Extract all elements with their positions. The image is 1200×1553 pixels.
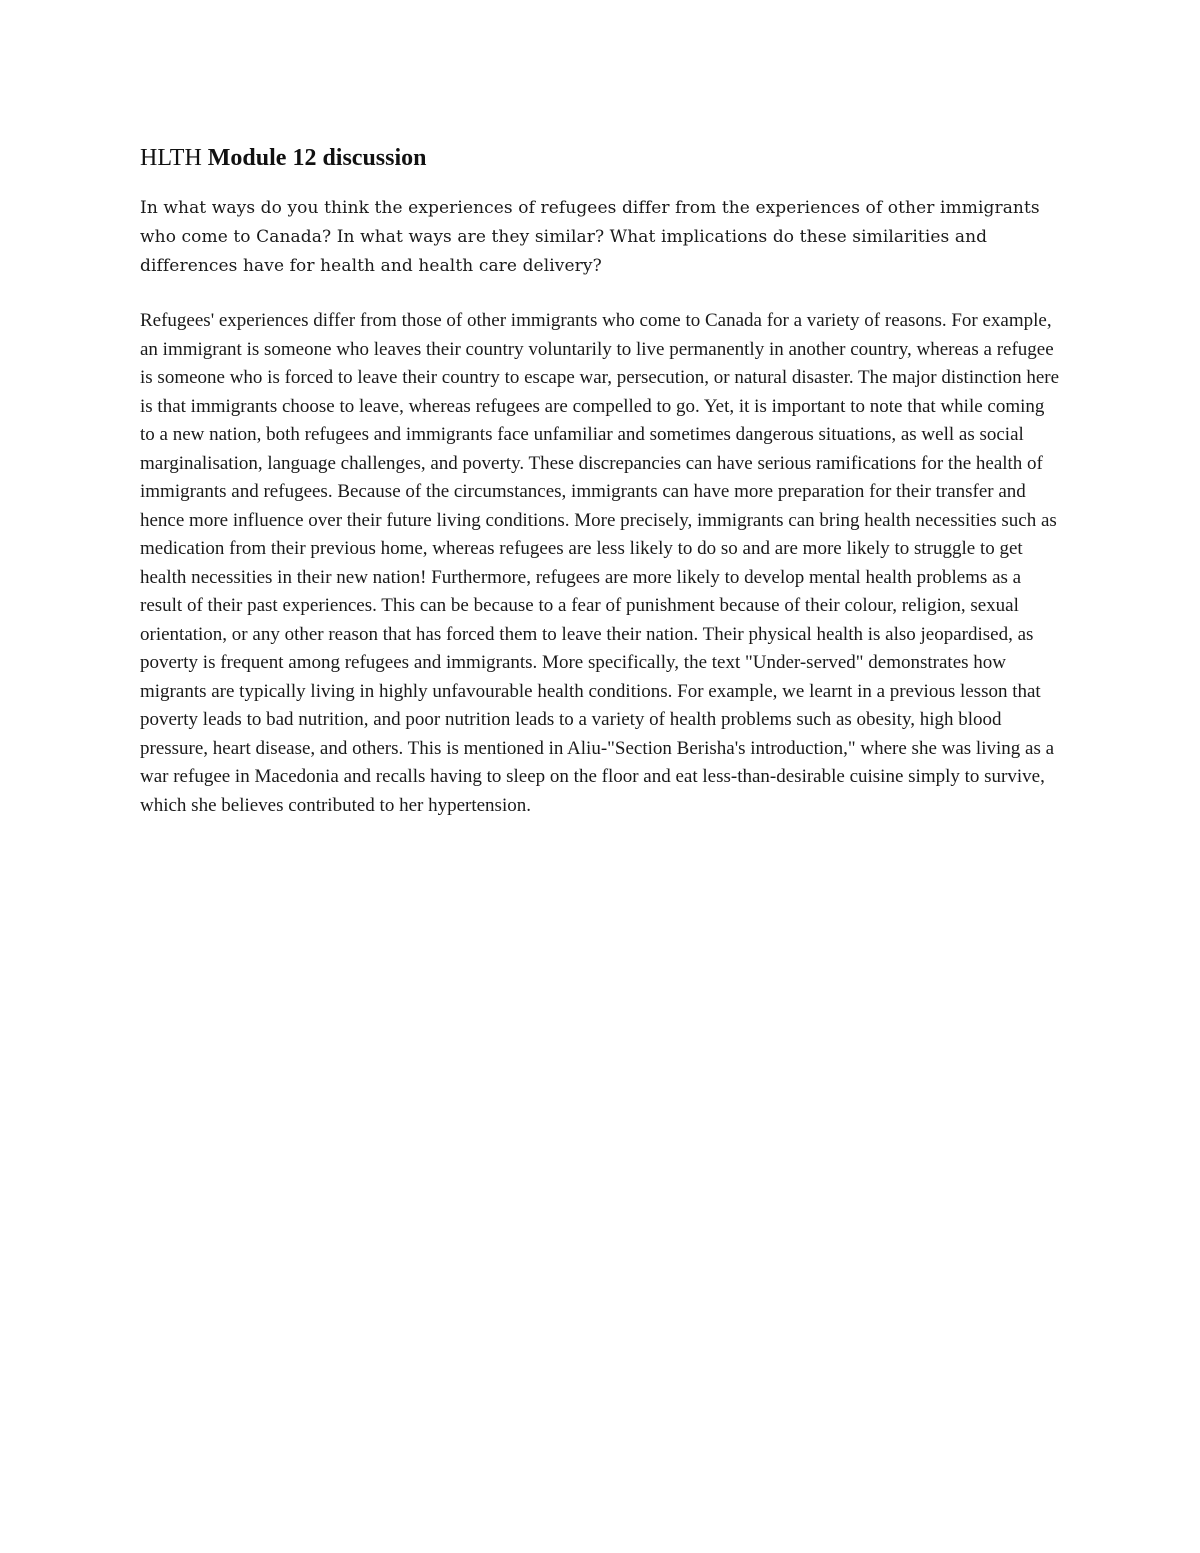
- discussion-answer: Refugees' experiences differ from those of other immigrants who come to Canada for a variety of reasons. For example, an immigrant is someone who leaves their country voluntarily to live permanently in another country, whereas a refugee is someone who is forced to leave their country to escape war, persecution, or natural disaster. The major distinction here is that immigrants choose to leave, whereas refugees are compelled to go. Yet, it is important to note that while coming to a new nation, both refugees and immigrants face unfamiliar and sometimes dangerous situations, as well as social marginalisation, language challenges, and poverty. These discrepancies can have serious ramifications for the health of immigrants and refugees. Because of the circumstances, immigrants can have more preparation for their transfer and hence more influence over their future living conditions. More precisely, immigrants can bring health necessities such as medication from their previous home, whereas refugees are less likely to do so and are more likely to struggle to get health necessities in their new nation! Furthermore, refugees are more likely to develop mental health problems as a result of their past experiences. This can be because to a fear of punishment because of their colour, religion, sexual orientation, or any other reason that has forced them to leave their nation. Their physical health is also jeopardised, as poverty is frequent among refugees and immigrants. More specifically, the text "Under-served" demonstrates how migrants are typically living in highly unfavourable health conditions. For example, we learnt in a previous lesson that poverty leads to bad nutrition, and poor nutrition leads to a variety of health problems such as obesity, high blood pressure, heart disease, and others. This is mentioned in Aliu-"Section Berisha's introduction," where she was living as a war refugee in Macedonia and recalls having to sleep on the floor and eat less-than-desirable cuisine simply to survive, which she believes contributed to her hypertension.: [140, 310, 1060, 816]
- title-prefix: HLTH: [140, 145, 202, 171]
- title-main: Module 12 discussion: [207, 145, 427, 171]
- discussion-question: In what ways do you think the experiences of refugees differ from the experiences of other immigrants who come to Canada? In what ways are they similar? What implications do these similarities and differences have for health and health care delivery?: [140, 198, 1040, 276]
- document-title: [140, 142, 1060, 174]
- document-content: [140, 142, 1060, 820]
